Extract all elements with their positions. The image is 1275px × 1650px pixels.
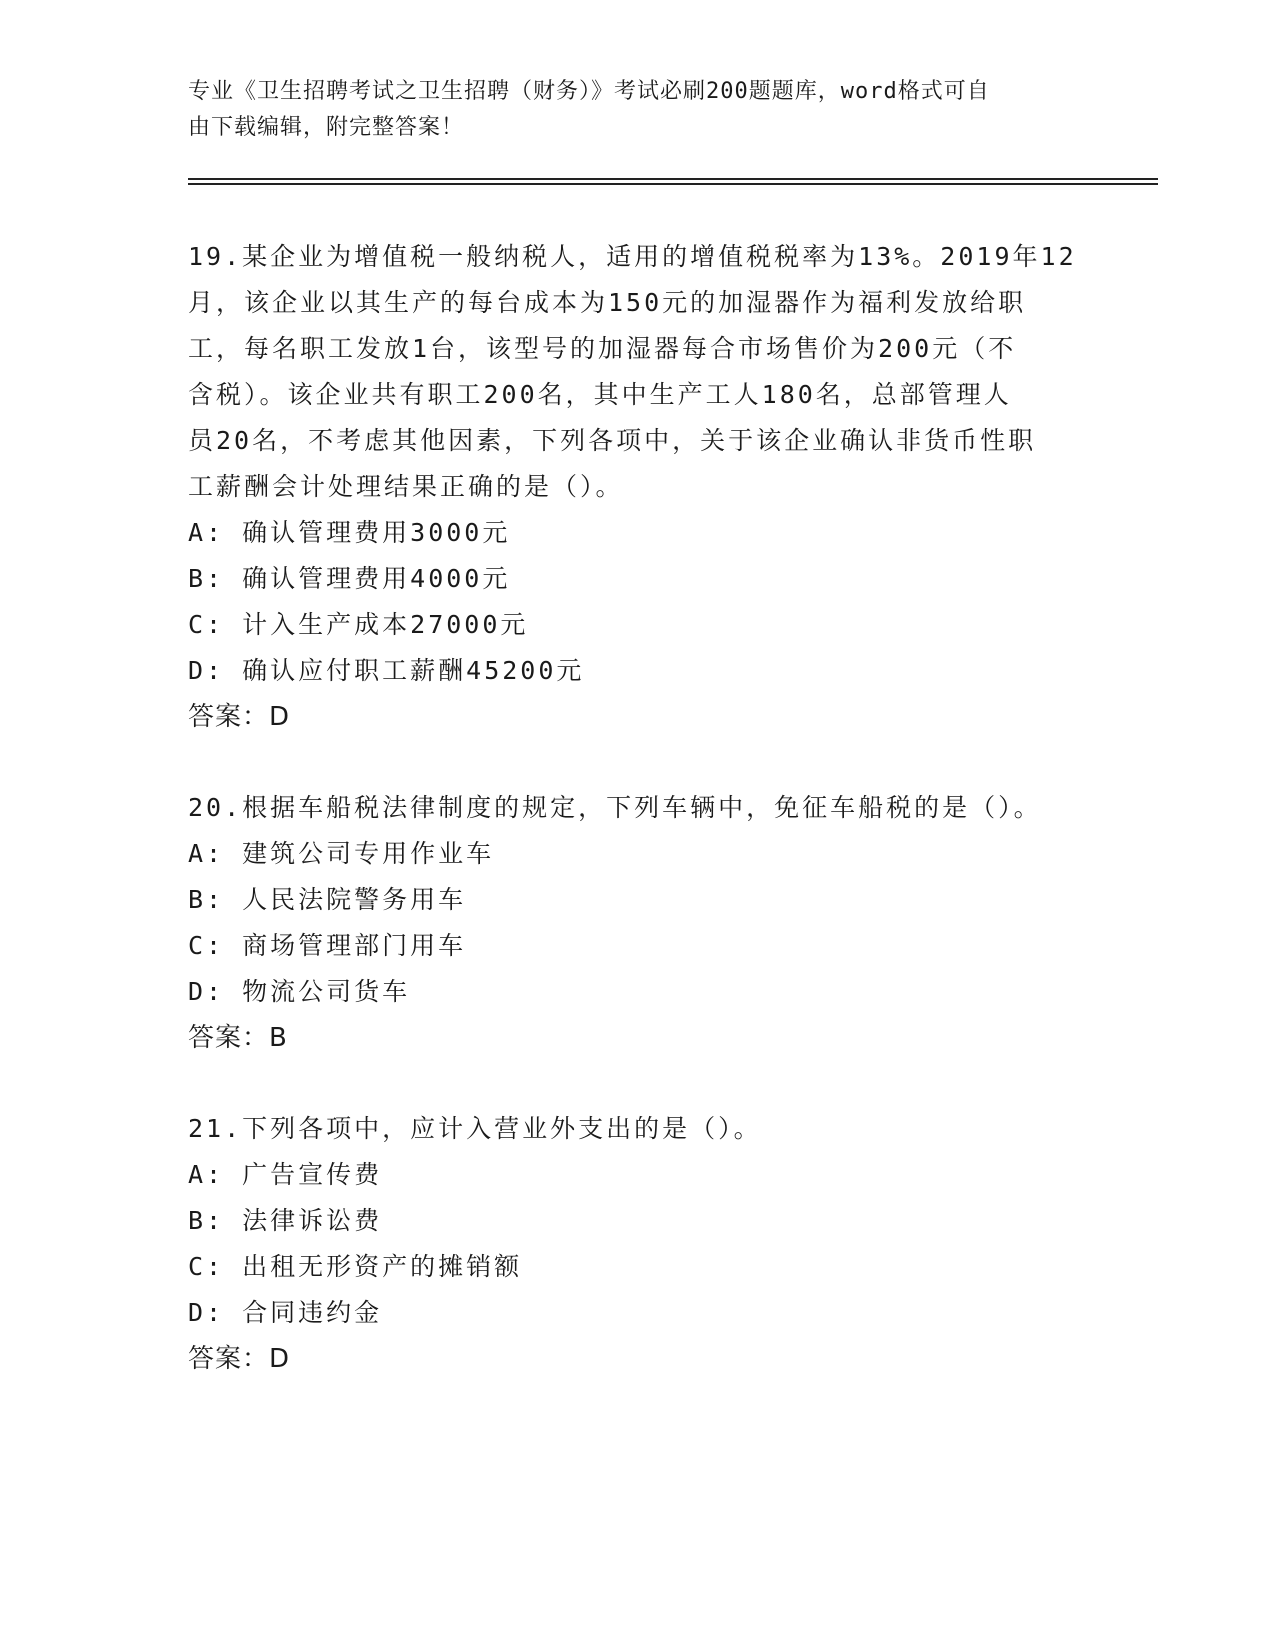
option-d: D: 合同违约金 — [188, 1298, 383, 1327]
option-b: B: 法律诉讼费 — [188, 1206, 383, 1235]
question-stem-line: 20.根据车船税法律制度的规定，下列车辆中，免征车船税的是（）。 — [188, 793, 1042, 822]
question-21 — [188, 1106, 1088, 1382]
header-note — [188, 74, 1088, 146]
option-a: A: 建筑公司专用作业车 — [188, 839, 495, 868]
question-stem-line: 19.某企业为增值税一般纳税人，适用的增值税税率为13%。2019年12 — [188, 242, 1077, 271]
answer-line: 答案：B — [188, 1023, 288, 1053]
header-divider-bottom — [188, 183, 1158, 185]
question-stem-line: 月，该企业以其生产的每台成本为150元的加湿器作为福利发放给职 — [188, 288, 1027, 317]
question-stem-line: 工薪酬会计处理结果正确的是（）。 — [188, 472, 624, 501]
option-a: A: 确认管理费用3000元 — [188, 518, 511, 547]
header-divider-top — [188, 178, 1158, 180]
question-20 — [188, 785, 1088, 1061]
option-d: D: 确认应付职工薪酬45200元 — [188, 656, 585, 685]
option-c: C: 出租无形资产的摊销额 — [188, 1252, 523, 1281]
option-a: A: 广告宣传费 — [188, 1160, 383, 1189]
question-19 — [188, 234, 1088, 740]
option-b: B: 人民法院警务用车 — [188, 885, 467, 914]
answer-line: 答案：D — [188, 1344, 291, 1374]
question-stem-line: 员20名，不考虑其他因素，下列各项中，关于该企业确认非货币性职 — [188, 426, 1037, 455]
question-stem-line: 21.下列各项中，应计入营业外支出的是（）。 — [188, 1114, 762, 1143]
option-d: D: 物流公司货车 — [188, 977, 411, 1006]
question-stem-line: 含税）。该企业共有职工200名，其中生产工人180名，总部管理人 — [188, 380, 1012, 409]
option-c: C: 商场管理部门用车 — [188, 931, 467, 960]
header-note-line-2: 由下载编辑，附完整答案！ — [188, 115, 465, 140]
answer-line: 答案：D — [188, 702, 291, 732]
option-b: B: 确认管理费用4000元 — [188, 564, 511, 593]
header-note-line-1: 专业《卫生招聘考试之卫生招聘（财务）》考试必刷200题题库，word格式可自 — [188, 79, 990, 104]
question-stem-line: 工，每名职工发放1台，该型号的加湿器每合市场售价为200元（不 — [188, 334, 1017, 363]
option-c: C: 计入生产成本27000元 — [188, 610, 529, 639]
